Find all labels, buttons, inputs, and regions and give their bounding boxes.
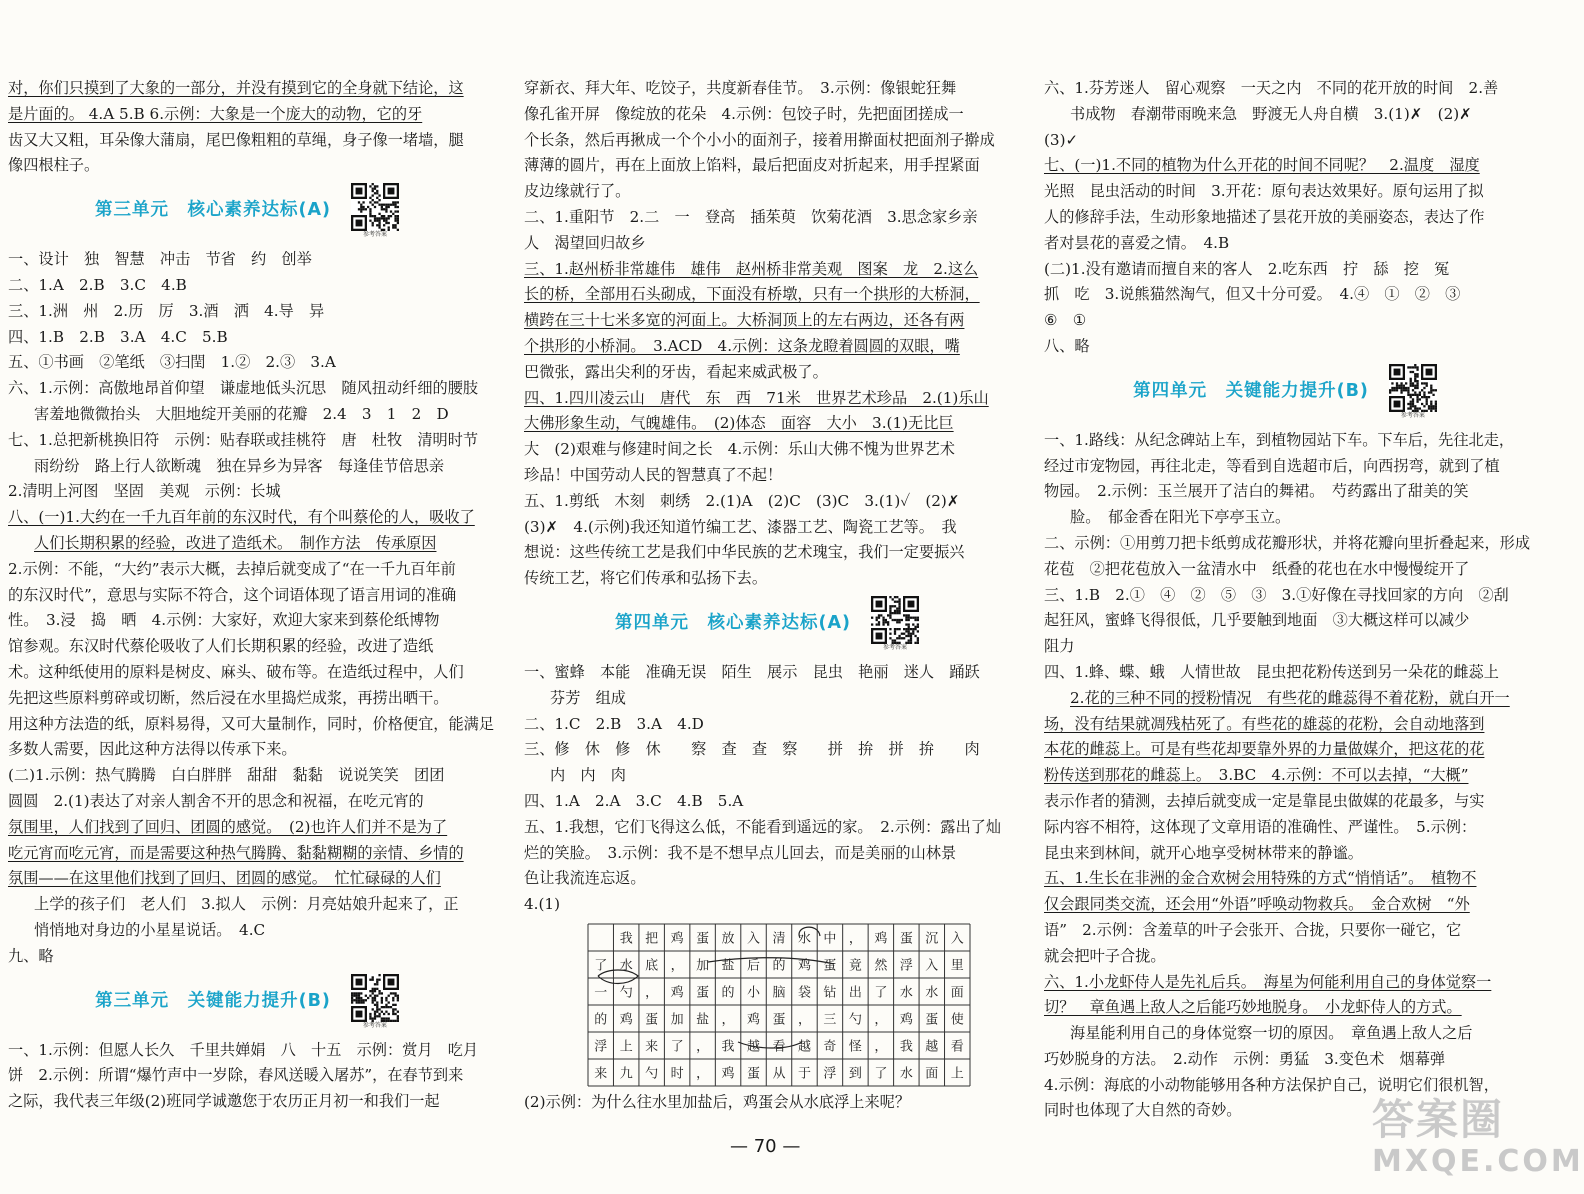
answer-line: 脸。 郁金香在阳光下亭亭玉立。 [1070, 508, 1291, 527]
answer-line: 五、1.剪纸 木刻 刺绣 2.(1)A (2)C (3)C 3.(1)✓ (2)✗ [524, 491, 960, 510]
grid-char: 面 [950, 985, 964, 1001]
answer-line: 先把这些原料剪碎或切断，然后浸在水里捣烂成浆，再捞出晒干。 [8, 688, 449, 707]
answer-line: 氛围——在这里他们找到了回归、团圆的感觉。 忙忙碌碌的人们 [8, 869, 441, 888]
answer-line: 馆参观。东汉时代蔡伦吸收了人们长期积累的经验，改进了造纸 [8, 637, 434, 656]
answer-line: 际内容不相符，这体现了文章用语的准确性、严谨性。 5.示例： [1044, 817, 1477, 836]
grid-char: 九 [619, 1066, 633, 1082]
answer-line: 害羞地微微抬头 大胆地绽开美丽的花瓣 2.4 3 1 2 D [34, 404, 449, 423]
grid-char: 加 [696, 958, 710, 974]
qr-code[interactable] [349, 974, 401, 1030]
answer-line: (3)✓ [1044, 130, 1079, 149]
grid-char: 我 [899, 1039, 913, 1055]
grid-char: ， [797, 1012, 811, 1028]
answer-line: ⑥ ① [1044, 311, 1087, 330]
grid-char: 里 [950, 958, 964, 974]
qr-label: 参考答案 [1400, 411, 1425, 419]
grid-char: 的 [594, 1012, 608, 1028]
answer-line: 六、1.小龙虾侍人是先礼后兵。 海星为何能利用自己的身体觉察一 [1044, 972, 1492, 991]
answer-line: 上学的孩子们 老人们 3.拟人 示例：月亮姑娘升起来了，正 [34, 895, 459, 914]
answer-line: 二、1.重阳节 2.二 一 登高 插茱萸 饮菊花酒 3.思念家乡亲 [524, 207, 978, 226]
answer-line: 抓 吃 3.说熊猫然淘气，但又十分可爱。 4.④ ① ② ③ [1044, 285, 1461, 304]
answer-line: 巴微张，露出尖利的牙齿，看起来威武极了。 [524, 362, 828, 381]
answer-line: 四、1.蜂、蝶、蛾 人情世故 昆虫把花粉传送到另一朵花的雌蕊上 [1044, 662, 1499, 681]
grid-char: 入 [925, 958, 939, 974]
grid-char: 浮 [823, 1066, 837, 1082]
answer-line: 本花的雌蕊上。可是有些花却要靠外界的力量做媒介，把这花的花 [1044, 740, 1485, 759]
answer-line: 物园。 2.示例：玉兰展开了洁白的舞裙。 芍药露出了甜美的笑 [1044, 482, 1469, 501]
answer-line: 像孔雀开屏 像绽放的花朵 4.示例：包饺子时，先把面团搓成一 [524, 104, 964, 123]
watermark-logo [1372, 1095, 1584, 1188]
grid-char: 蛋 [696, 931, 710, 947]
grid-char: 越 [925, 1039, 939, 1055]
answer-block [524, 76, 1012, 592]
answer-line: 五、①书画 ②笔纸 ③扫閏 1.② 2.③ 3.A [8, 353, 336, 372]
grid-char: 的 [772, 958, 786, 974]
grid-char: 入 [747, 931, 761, 947]
grid-char: 蛋 [823, 958, 837, 974]
grid-char: 水 [797, 931, 811, 947]
right-column [1044, 76, 1528, 1124]
answer-line: 2.示例：不能，“大约”表示大概，去掉后就变成了“在一千九百年前 [8, 559, 456, 578]
answer-line: 起狂风，蜜蜂飞得很低，几乎要触到地面 ③大概这样可以减少 [1044, 611, 1470, 630]
grid-char: 浮 [899, 958, 913, 974]
answer-line: 悄悄地对身边的小星星说话。 4.C [34, 920, 266, 939]
answer-line: 巧妙脱身的方法。 2.动作 示例：勇猛 3.变色术 烟幕弹 [1044, 1049, 1446, 1068]
grid-char: 蛋 [772, 1012, 786, 1028]
answer-line: (3)✗ 4.(示例)我还知道竹编工艺、漆器工艺、陶瓷工艺等。 我 [524, 517, 957, 536]
grid-char: 越 [747, 1039, 761, 1055]
grid-char: 蛋 [899, 931, 913, 947]
answer-line: 三、1.B 2.① ④ ② ⑤ ③ 3.①好像在寻找回家的方向 ②刮 [1044, 585, 1509, 604]
watermark-text: 答案圈 [1372, 1095, 1505, 1144]
answer-line: 切？ 章鱼遇上敌人之后能巧妙地脱身。 小龙虾侍人的方式。 [1044, 998, 1462, 1017]
answer-block [1044, 76, 1528, 360]
grid-char: 浮 [594, 1039, 608, 1055]
grid-char: 然 [874, 958, 888, 974]
grid-char: 鸡 [670, 985, 684, 1001]
answer-block [8, 76, 488, 179]
answer-line: 大 (2)艰难与修建时间之长 4.示例：乐山大佛不愧为世界艺术 [524, 440, 955, 459]
answer-line: 吃元宵而吃元宵，而是需要这种热气腾腾、黏黏糊糊的亲情、乡情的 [8, 843, 464, 862]
answer-line: 五、1.生长在非洲的金合欢树会用特殊的方式“悄悄话”。 植物不 [1044, 869, 1477, 888]
grid-char: 钻 [823, 985, 837, 1001]
answer-line: 性。 3.浸 捣 晒 4.示例：大家好，欢迎大家来到蔡伦纸博物 [8, 611, 440, 630]
answer-line: 二、1.A 2.B 3.C 4.B [8, 275, 187, 294]
answer-line: 大佛形象生动，气魄雄伟。 (2)体态 面容 大小 3.(1)无比巨 [524, 414, 954, 433]
heading-title: 第三单元 核心素养达标(A) [94, 200, 332, 221]
grid-char: 水 [899, 1066, 913, 1082]
answer-line: 是片面的。 4.A 5.B 6.示例：大象是一个庞大的动物，它的牙 [8, 104, 423, 123]
answer-line: 之际，我代表三年级(2)班同学诚邀您于农历正月初一和我们一起 [8, 1092, 440, 1111]
answer-line: 仅会跟同类交流，还会用“外语”呼唤动物救兵。 金合欢树 “外 [1044, 895, 1470, 914]
grid-char: 水 [619, 958, 633, 974]
answer-line: (二)1.示例：热气腾腾 白白胖胖 甜甜 黏黏 说说笑笑 团团 [8, 766, 445, 785]
answer-line: 薄薄的圆片，再在上面放上馅料，最后把面皮对折起来，用手捏紧面 [524, 156, 980, 175]
answer-line: 人 渴望回归故乡 [524, 233, 646, 252]
grid-char: 奇 [823, 1039, 837, 1055]
grid-char: 看 [772, 1039, 786, 1055]
grid-char: 盐 [721, 958, 735, 974]
answer-line: (二)1.没有邀请而擅自来的客人 2.吃东西 拧 舔 挖 冤 [1044, 259, 1450, 278]
answer-line: 九、略 [8, 946, 54, 965]
grid-char: 于 [797, 1066, 811, 1082]
grid-char: 我 [721, 1039, 735, 1055]
answer-line: 个拱形的小桥洞。 3.ACD 4.示例：这条龙瞪着圆圆的双眼，嘴 [524, 336, 960, 355]
grid-char: 鸡 [619, 1012, 633, 1028]
grid-char: 鸡 [747, 1012, 761, 1028]
answer-line: 横跨在三十七米多宽的河面上。大桥洞顶上的左右两边，还各有两 [524, 311, 965, 330]
qr-label: 参考答案 [362, 1021, 387, 1029]
answer-line: 场，没有结果就凋残枯死了。有些花的雄蕊的花粉，会自动地落到 [1044, 714, 1485, 733]
answer-line: 阻力 [1044, 637, 1075, 656]
answer-line: 书成物 春潮带雨晚来急 野渡无人舟自横 3.(1)✗ (2)✗ [1070, 104, 1472, 123]
section-heading [524, 594, 1012, 654]
answer-line: 四、1.A 2.A 3.C 4.B 5.A [524, 791, 744, 810]
answer-line: 表示作者的猜测，去掉后就变成一定是靠昆虫做媒的花最多，与实 [1044, 791, 1485, 810]
answer-line: 珍品！中国劳动人民的智慧真了不起！ [524, 465, 783, 484]
answer-line: 二、示例：①用剪刀把卡纸剪成花瓣形状，并将花瓣向里折叠起来，形成 [1044, 533, 1530, 552]
grid-char: 出 [848, 985, 862, 1001]
grid-char: 了 [874, 1066, 888, 1082]
section-heading [8, 972, 488, 1032]
grid-char: 鸡 [670, 931, 684, 947]
grid-char: 鸡 [874, 931, 888, 947]
middle-column [524, 76, 1012, 1116]
answer-line: 长的桥，全部用石头砌成，下面没有桥墩，只有一个拱形的大桥洞， [524, 285, 980, 304]
grid-char: 越 [797, 1039, 811, 1055]
answer-line: 七、1.总把新桃换旧符 示例：贴春联或挂桃符 唐 杜牧 清明时节 [8, 430, 479, 449]
qr-label: 参考答案 [883, 643, 908, 651]
answer-line: 昆虫来到林间，就开心地享受树林带来的静谧。 [1044, 843, 1363, 862]
answer-line: 光照 昆虫活动的时间 3.开花：原句表达效果好。原句运用了拟 [1044, 182, 1484, 201]
page-number: — 70 — [730, 1136, 801, 1157]
grid-char: 看 [950, 1039, 964, 1055]
grid-char: 面 [925, 1066, 939, 1082]
answer-line: 术。这种纸使用的原料是树皮、麻头、破布等。在造纸过程中，人们 [8, 662, 464, 681]
grid-char: 来 [645, 1039, 659, 1055]
answer-line: 经过市宠物园，再往北走，等看到自选超市后，向西拐弯，就到了植 [1044, 456, 1500, 475]
answer-line: 个长条，然后再揪成一个个小小的面剂子，接着用擀面杖把面剂子擀成 [524, 130, 995, 149]
watermark-url: MXQE.COM [1372, 1144, 1584, 1179]
grid-char: 了 [670, 1039, 684, 1055]
grid-char: 从 [772, 1066, 786, 1082]
answer-block [1044, 428, 1528, 1125]
answer-block [8, 1038, 488, 1115]
answer-line: 人们长期积累的经验，改进了造纸术。 制作方法 传承原因 [34, 533, 437, 552]
answer-line: 五、1.我想，它们飞得这么低，不能看到遥远的家。 2.示例：露出了灿 [524, 817, 1002, 836]
grid-char: 小 [747, 985, 761, 1001]
answer-line: 传统工艺，将它们传承和弘扬下去。 [524, 569, 767, 588]
grid-char: 勺 [645, 1066, 659, 1082]
grid-char: 鸡 [797, 958, 811, 974]
answer-line: 2.花的三种不同的授粉情况 有些花的雌蕊得不着花粉，就白开一 [1070, 688, 1510, 707]
answer-line: 六、1.示例：高傲地昂首仰望 谦虚地低头沉思 随风扭动纤细的腰肢 [8, 379, 479, 398]
grid-char: 蛋 [925, 1012, 939, 1028]
answer-line: 用这种方法造的纸，原料易得，又可大量制作，同时，价格便宜，能满足 [8, 714, 494, 733]
grid-char: 底 [645, 958, 659, 974]
grid-char: 蛋 [747, 1066, 761, 1082]
answer-line: 饼 2.示例：所谓“爆竹声中一岁除，春风送暖入屠苏”，在春节到来 [8, 1066, 464, 1085]
grid-char: 清 [772, 931, 786, 947]
answer-line: 多数人需要，因此这种方法得以传承下来。 [8, 740, 297, 759]
heading-title: 第四单元 核心素养达标(A) [614, 613, 852, 634]
answer-line: 四、1.四川凌云山 唐代 东 西 71米 世界艺术珍品 2.(1)乐山 [524, 388, 989, 407]
grid-char: 水 [899, 985, 913, 1001]
answer-line: 对，你们只摸到了大象的一部分，并没有摸到它的全身就下结论，这 [8, 79, 464, 97]
heading-title: 第三单元 关键能力提升(B) [95, 990, 331, 1011]
grid-char: 蛋 [696, 985, 710, 1001]
grid-char: ， [848, 931, 862, 947]
grid-char: 后 [747, 958, 761, 974]
grid-char: ， [874, 1039, 888, 1055]
grid-char: 勺 [848, 1012, 862, 1028]
answer-line: 一、蜜蜂 本能 准确无误 陌生 展示 昆虫 艳丽 迷人 踊跃 [524, 662, 980, 681]
answer-block [8, 247, 494, 969]
answer-line: 就会把叶子合拢。 [1044, 946, 1166, 965]
answer-line: 2.清明上河图 坚固 美观 示例：长城 [8, 482, 281, 501]
left-column [8, 76, 494, 1115]
answer-line: 人的修辞手法，生动形象地描述了昙花开放的美丽姿态，表达了作 [1044, 207, 1485, 226]
qr-code[interactable] [349, 183, 401, 239]
grid-char: 加 [670, 1012, 684, 1028]
answer-line: 圆圆 2.(1)表达了对亲人割舍不开的思念和祝福，在吃元宵的 [8, 791, 424, 810]
answer-line: 4.示例：海底的小动物能够用各种方法保护自己，说明它们很机智， [1044, 1075, 1499, 1094]
grid-char: 怪 [848, 1039, 862, 1055]
grid-char: 三 [823, 1012, 837, 1028]
grid-char: 蛋 [645, 1012, 659, 1028]
grid-char: 袋 [797, 985, 811, 1001]
qr-label: 参考答案 [363, 231, 388, 239]
grid-char: ， [696, 1039, 710, 1055]
grid-char: ， [645, 985, 659, 1001]
answer-line: 一、1.路线：从纪念碑站上车，到植物园站下车。下车后，先往北走， [1044, 430, 1515, 449]
answer-line: 氛围里，人们找到了回归、团圆的感觉。 (2)也许人们并不是为了 [8, 817, 448, 836]
grid-char: 鸡 [721, 1066, 735, 1082]
answer-line: 穿新衣、拜大年、吃饺子，共度新春佳节。 3.示例：像银蛇狂舞 [524, 79, 957, 97]
answer-line: 八、略 [1044, 336, 1090, 355]
answer-line: 四、1.B 2.B 3.A 4.C 5.B [8, 327, 228, 346]
answer-line: 齿又大又粗，耳朵像大蒲扇，尾巴像粗粗的草绳，身子像一堵墙，腿 [8, 130, 464, 149]
grid-char: 水 [925, 985, 939, 1001]
answer-line: 二、1.C 2.B 3.A 4.D [524, 714, 704, 733]
grid-char: 勺 [619, 985, 633, 1001]
grid-char: 我 [619, 931, 633, 947]
answer-line: 八、(一)1.大约在一千九百年前的东汉时代，有个叫蔡伦的人，吸收了 [8, 508, 475, 527]
grid-char: 上 [950, 1066, 964, 1082]
answer-line: 想说：这些传统工艺是我们中华民族的艺术瑰宝，我们一定要振兴 [524, 543, 965, 562]
grid-char: ， [874, 1012, 888, 1028]
answer-line: 同时也体现了大自然的奇妙。 [1044, 1101, 1242, 1120]
grid-char: 了 [874, 985, 888, 1001]
section-heading [1044, 362, 1528, 422]
answer-block [524, 660, 1012, 918]
character-grid [588, 924, 970, 1086]
answer-line: 粉传送到那花的雌蕊上。 3.BC 4.示例：不可以去掉，“大概” [1044, 766, 1469, 785]
grid-char: 中 [823, 931, 837, 947]
answer-line: 三、1.赵州桥非常雄伟 雄伟 赵州桥非常美观 图案 龙 2.这么 [524, 259, 979, 278]
grid-char: ， [670, 958, 684, 974]
answer-line: 三、1.洲 州 2.历 厉 3.酒 洒 4.导 异 [8, 301, 325, 320]
answer-line: 者对昙花的喜爱之情。 4.B [1044, 233, 1230, 252]
grid-char: 把 [645, 931, 659, 947]
qr-code[interactable] [869, 596, 921, 652]
answer-line: 4.(1) [524, 895, 561, 914]
grid-char: 沉 [925, 931, 939, 947]
answer-line: 六、1.芬芳迷人 留心观察 一天之内 不同的花开放的时间 2.善 [1044, 79, 1499, 97]
grid-char: ， [696, 1066, 710, 1082]
answer-line: 一、1.示例：但愿人长久 千里共婵娟 八 十五 示例：赏月 吃月 [8, 1040, 479, 1059]
answer-line: 的东汉时代”，意思与实际不符合，这个词语体现了语言用词的准确 [8, 585, 457, 604]
answer-line: 三、修 休 修 休 察 查 查 察 拼 拚 拼 拚 肉 [524, 740, 980, 759]
grid-char: 一 [594, 985, 608, 1001]
grid-char: 来 [594, 1066, 608, 1082]
section-heading [8, 181, 488, 241]
grid-char: 时 [670, 1066, 684, 1082]
grid-answer: (2)示例：为什么往水里加盐后，鸡蛋会从水底浮上来呢？ [524, 1092, 911, 1111]
grid-char: 放 [721, 931, 735, 947]
answer-line: 内 内 肉 [550, 766, 626, 785]
answer-line: 一、设计 独 智慧 冲击 节省 约 创举 [8, 250, 312, 269]
grid-char: 使 [950, 1012, 964, 1028]
grid-char: 了 [594, 958, 608, 974]
grid-char: 到 [848, 1066, 862, 1082]
grid-char: 竟 [848, 958, 862, 974]
answer-line: 语” 2.示例：含羞草的叶子会张开、合拢，只要你一碰它，它 [1044, 920, 1462, 939]
answer-line: 像四根柱子。 [8, 156, 100, 175]
grid-char: 脑 [772, 985, 786, 1001]
answer-line: 色让我流连忘返。 [524, 869, 646, 888]
heading-title: 第四单元 关键能力提升(B) [1133, 380, 1369, 401]
grid-char: 鸡 [899, 1012, 913, 1028]
qr-code[interactable] [1387, 364, 1439, 420]
answer-line: 七、(一)1.不同的植物为什么开花的时间不同呢？ 2.温度 湿度 [1044, 156, 1480, 175]
answer-line: 芬芳 组成 [550, 688, 626, 707]
grid-char: ， [721, 1012, 735, 1028]
answer-line: 海星能利用自己的身体觉察一切的原因。 章鱼遇上敌人之后 [1070, 1024, 1473, 1043]
answer-line: 花苞 ②把花苞放入一盆清水中 纸叠的花也在水中慢慢绽开了 [1044, 559, 1470, 578]
grid-char: 的 [721, 985, 735, 1001]
answer-line: 皮边缘就行了。 [524, 182, 631, 201]
answer-line: 雨纷纷 路上行人欲断魂 独在异乡为异客 每逢佳节倍思亲 [34, 456, 445, 475]
answer-line: 烂的笑脸。 3.示例：我不是不想早点儿回去，而是美丽的山林景 [524, 843, 957, 862]
grid-char: 入 [950, 931, 964, 947]
grid-char: 上 [619, 1039, 633, 1055]
grid-char: 盐 [696, 1012, 710, 1028]
